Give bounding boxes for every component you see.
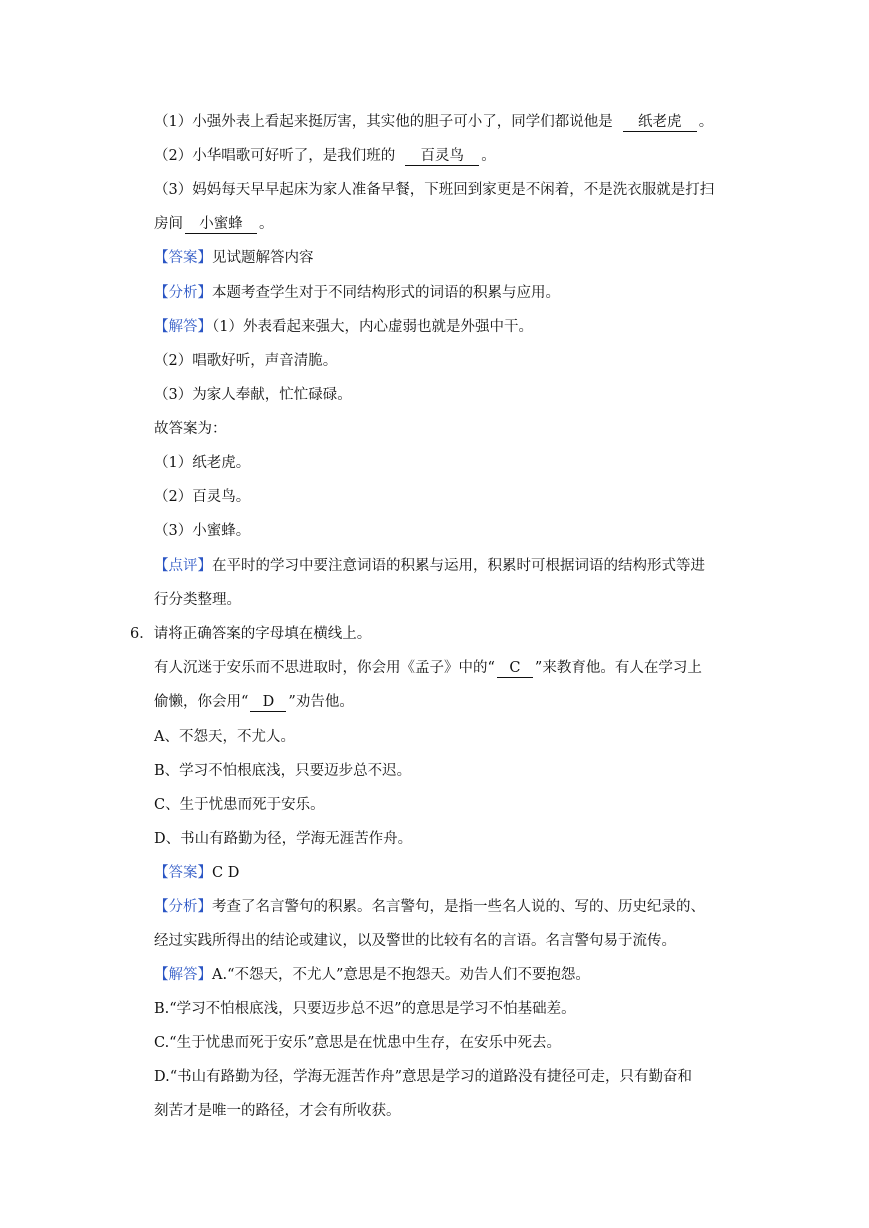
answer-tag: 【答案】 xyxy=(154,865,212,881)
solution-line: （3）为家人奉献，忙忙碌碌。 xyxy=(154,387,352,403)
solution-tag: 【解答】 xyxy=(154,319,212,335)
question-6-stem-line2 xyxy=(154,692,354,712)
stem-blank-answer-2: D xyxy=(250,693,286,712)
solution-line: D.“书山有路勤为径，学海无涯苦作舟”意思是学习的道路没有捷径可走，只有勤奋和 xyxy=(154,1069,693,1085)
q1-text: （1）小强外表上看起来挺厉害，其实他的胆子可小了，同学们都说他是 xyxy=(154,114,613,130)
analysis-text: 考查了名言警句的积累。名言警句，是指一些名人说的、写的、历史纪录的、 xyxy=(212,899,705,915)
question-6-header xyxy=(130,624,371,644)
analysis-tag: 【分析】 xyxy=(154,899,212,915)
comment-text: 在平时的学习中要注意词语的积累与运用，积累时可根据词语的结构形式等进 xyxy=(212,558,705,574)
option-c: C、生于忧患而死于安乐。 xyxy=(154,797,325,813)
q5-comment xyxy=(154,556,705,576)
stem-text: ”来教育他。有人在学习上 xyxy=(534,660,702,676)
q6-analysis xyxy=(154,897,705,917)
stem-text: ”劝告他。 xyxy=(288,694,354,710)
option-a: A、不怨天，不尤人。 xyxy=(154,729,295,745)
answer-text: C D xyxy=(212,865,240,881)
solution-tag: 【解答】 xyxy=(154,967,212,983)
solution-line: （2）百灵鸟。 xyxy=(154,489,251,505)
analysis-text: 本题考查学生对于不同结构形式的词语的积累与应用。 xyxy=(212,285,560,301)
solution-line: A.“不怨天，不尤人”意思是不抱怨天。劝告人们不要抱怨。 xyxy=(212,967,590,983)
stem-text: 有人沉迷于安乐而不思进取时，你会用《孟子》中的“ xyxy=(154,660,495,676)
solution-line: （3）小蜜蜂。 xyxy=(154,523,251,539)
q5-solution xyxy=(154,317,533,337)
q2-text: （2）小华唱歌可好听了，是我们班的 xyxy=(154,148,396,164)
solution-line: B.“学习不怕根底浅，只要迈步总不迟”的意思是学习不怕基础差。 xyxy=(154,1001,576,1017)
option-d: D、书山有路勤为径，学海无涯苦作舟。 xyxy=(154,831,413,847)
question-prompt: 请将正确答案的字母填在横线上。 xyxy=(153,626,372,642)
question-6-stem-line1 xyxy=(154,658,702,678)
question-number: 6． xyxy=(130,626,154,642)
solution-line: 故答案为： xyxy=(154,421,227,437)
fill-question-3-line2 xyxy=(154,214,274,234)
stem-text: 偷懒，你会用“ xyxy=(154,694,249,710)
option-b: B、学习不怕根底浅，只要迈步总不迟。 xyxy=(154,763,412,779)
solution-line: （2）唱歌好听，声音清脆。 xyxy=(154,353,338,369)
q6-answer xyxy=(154,863,239,883)
fill-question-1 xyxy=(154,112,713,132)
q2-end: 。 xyxy=(481,148,496,164)
q1-blank-answer: 纸老虎 xyxy=(623,113,697,132)
q3-end: 。 xyxy=(259,216,274,232)
solution-line: 刻苦才是唯一的路径，才会有所收获。 xyxy=(154,1103,401,1119)
solution-line: C.“生于忧患而死于安乐”意思是在忧患中生存，在安乐中死去。 xyxy=(154,1035,562,1051)
analysis-tag: 【分析】 xyxy=(154,285,212,301)
comment-text: 行分类整理。 xyxy=(154,592,241,608)
answer-tag: 【答案】 xyxy=(154,250,212,266)
solution-line: （1）纸老虎。 xyxy=(154,455,251,471)
answer-text: 见试题解答内容 xyxy=(212,250,314,266)
comment-tag: 【点评】 xyxy=(154,558,212,574)
q6-solution xyxy=(154,965,590,985)
q3-blank-answer: 小蜜蜂 xyxy=(185,215,257,234)
q5-answer xyxy=(154,248,314,268)
q3-text: 房间 xyxy=(154,216,183,232)
solution-line: （1）外表看起来强大，内心虚弱也就是外强中干。 xyxy=(212,319,533,335)
q2-blank-answer: 百灵鸟 xyxy=(405,147,479,166)
analysis-text: 经过实践所得出的结论或建议，以及警世的比较有名的言语。名言警句易于流传。 xyxy=(154,933,676,949)
q5-analysis xyxy=(154,283,560,303)
stem-blank-answer-1: C xyxy=(497,659,533,678)
q1-end: 。 xyxy=(698,114,714,130)
fill-question-2 xyxy=(154,146,496,166)
fill-question-3-line1: （3）妈妈每天早早起床为家人准备早餐，下班回到家更是不闲着，不是洗衣服就是打扫 xyxy=(154,182,715,198)
